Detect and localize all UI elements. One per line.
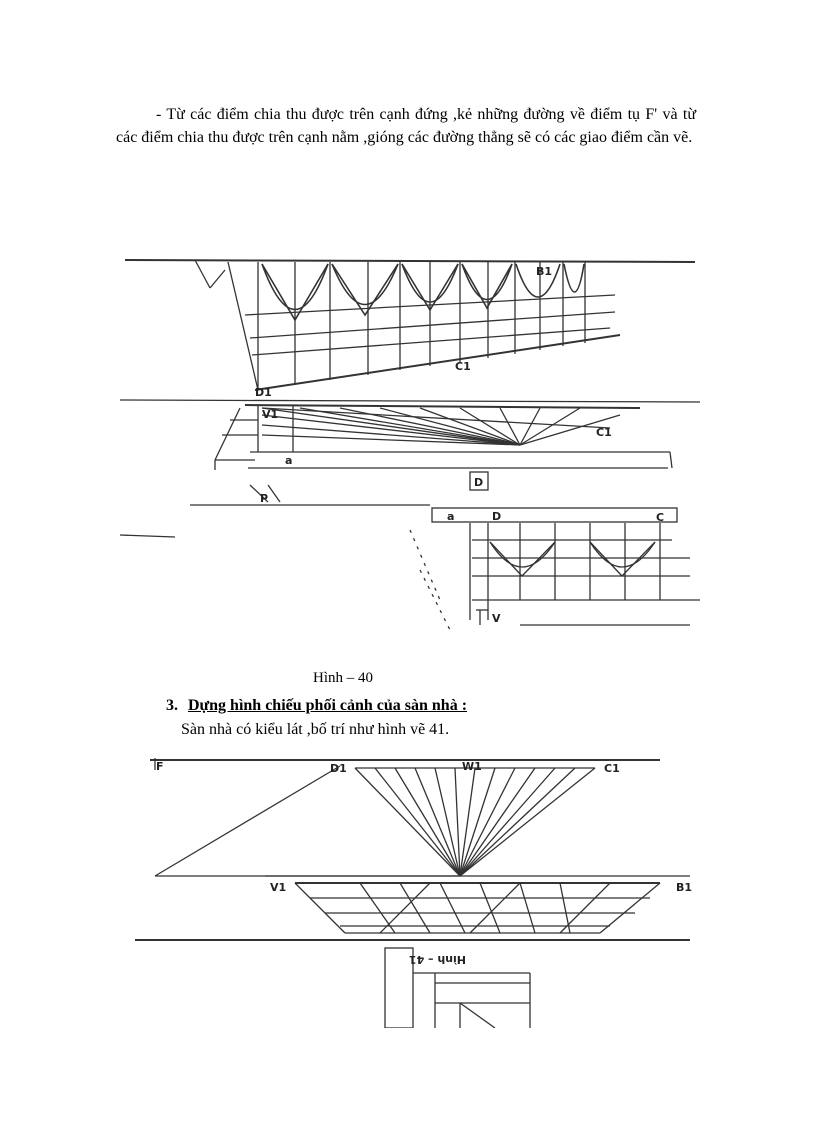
label-c-bot: C [656,511,665,524]
fig41-label-b1: B1 [676,881,693,894]
section-number: 3. [166,697,178,714]
figure-41 [0,748,816,1028]
label-d-box: D [474,476,484,489]
fig41-label-d1: D1 [330,762,347,775]
fig41-label-v1: V1 [270,881,287,894]
section-text: Sàn nhà có kiểu lát ,bố trí như hình vẽ 41. [181,721,450,738]
label-v1: V1 [262,408,279,421]
figure-41-drawing [0,748,816,1028]
label-v-bot: V [492,612,501,625]
figure-40 [0,240,816,635]
label-c1-mid: C1 [596,426,612,439]
label-a-bot: a [447,510,455,523]
label-p: P [260,492,269,505]
fig41-inner-caption: Hình – 41 [408,953,466,966]
fig41-label-w1: W1 [462,760,482,773]
body-paragraph [116,103,696,149]
section-heading [166,697,467,715]
fig41-label-f: F [156,760,164,773]
label-d-bot: D [492,510,502,523]
paragraph-text: - Từ các điểm chia thu được trên cạnh đứng ,kẻ những đường về điểm tụ F' và từ các điểm chia thu được trên cạnh nằm ,gióng các đường thẳng sẽ có các giao điểm cần vẽ. [116,106,696,146]
section-title: Dựng hình chiếu phối cảnh của sàn nhà : [188,697,468,714]
label-a-mid: a [285,454,293,467]
fig41-label-c1: C1 [604,762,620,775]
label-c1-top: C1 [455,360,471,373]
label-d1: D1 [255,386,272,399]
figure-40-drawing [0,240,816,635]
label-b1: B1 [536,265,553,278]
figure-40-caption: Hình – 40 [313,670,373,686]
